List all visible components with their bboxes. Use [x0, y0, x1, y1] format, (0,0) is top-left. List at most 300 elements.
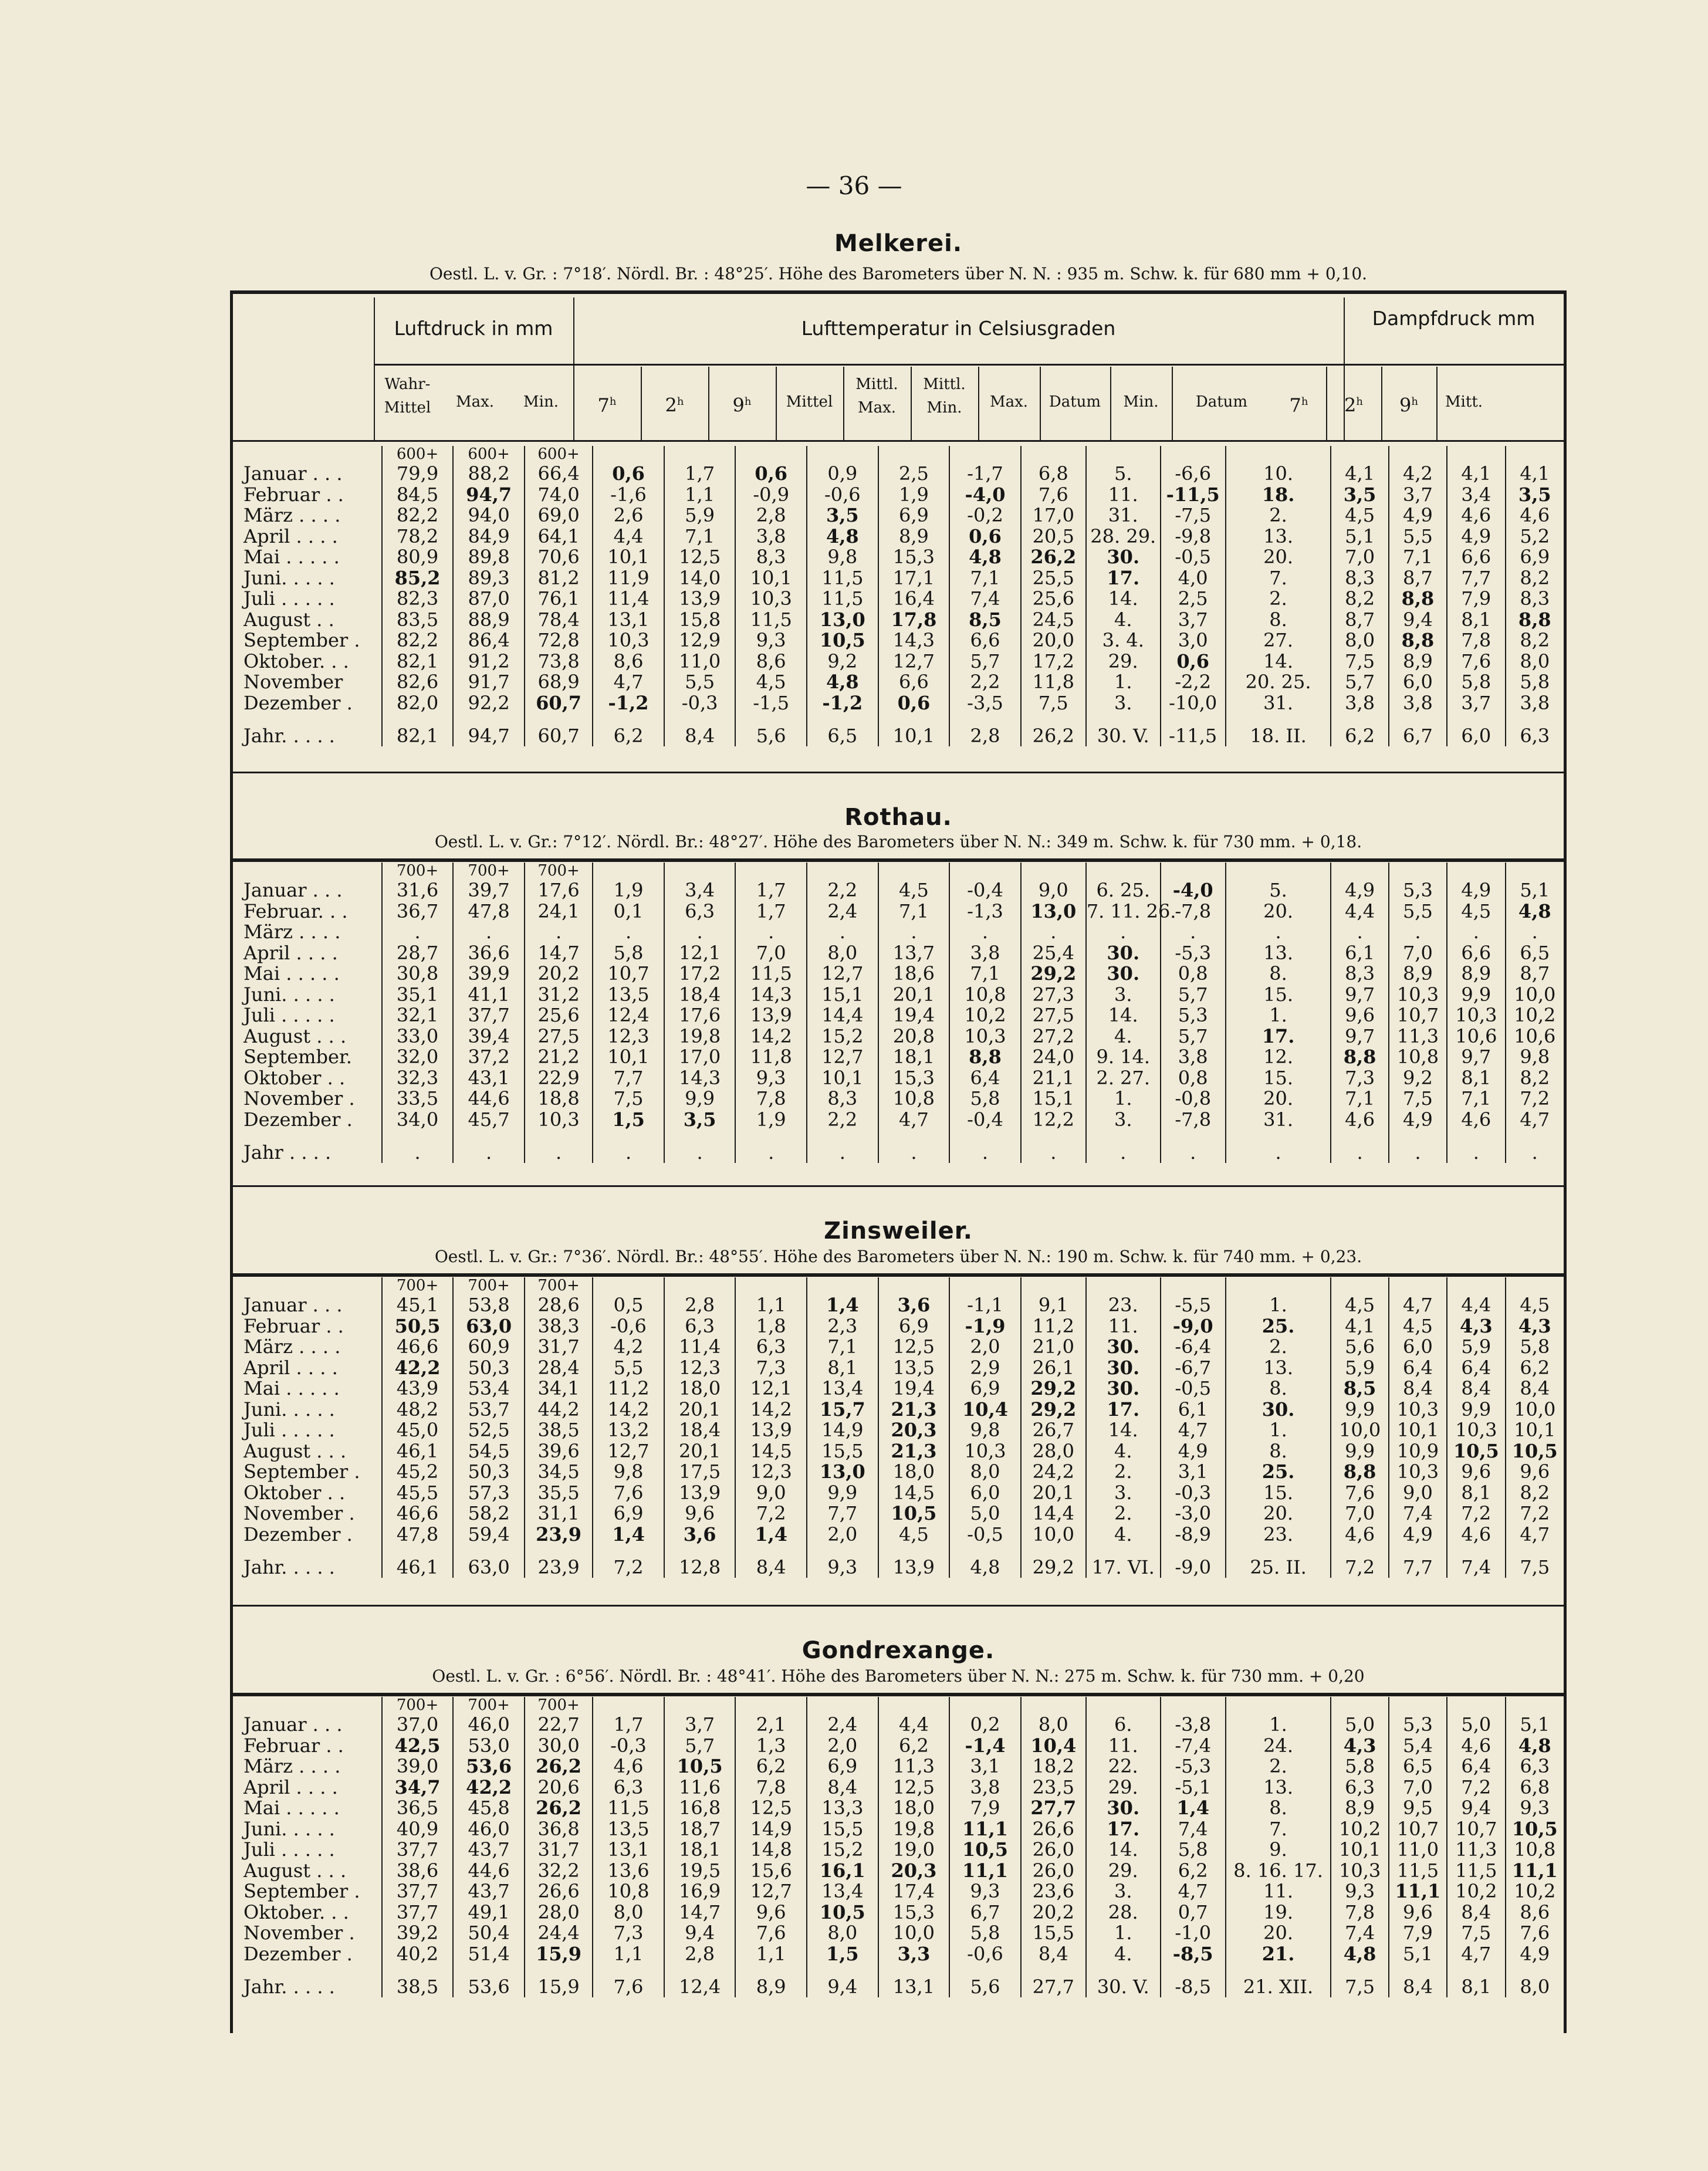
station-info: Oestl. L. v. Gr. : 7°18′. Nördl. Br. : 48°25′. Höhe des Barometers über N. N. : 935 m. Schw. k. für 680 mm + 0,10. [429, 264, 1368, 283]
value-cell: 9,6 [1331, 1005, 1388, 1026]
value-cell: 8,6 [1506, 1902, 1564, 1923]
value-cell: 59,4 [453, 1524, 525, 1546]
value-cell: . [1506, 922, 1564, 943]
value-cell: . [1226, 1130, 1331, 1163]
value-cell: 2. [1226, 589, 1331, 610]
value-cell: 1. [1086, 1923, 1161, 1944]
value-cell: 3,8 [1161, 1047, 1226, 1068]
value-cell: 5,1 [1331, 526, 1388, 547]
value-cell: 46,6 [382, 1503, 454, 1524]
value-cell: 13,0 [807, 1462, 878, 1483]
value-cell: 9,3 [1506, 1798, 1564, 1819]
value-cell: 5,9 [1447, 1337, 1505, 1358]
value-cell: 0,6 [878, 693, 950, 714]
value-cell: 32,3 [382, 1068, 454, 1089]
value-cell: 35,5 [525, 1483, 593, 1504]
value-cell: 13,5 [878, 1358, 950, 1379]
value-cell: 3. [1086, 1483, 1161, 1504]
value-cell: 8,2 [1506, 568, 1564, 589]
value-cell: 2,8 [664, 1944, 736, 1965]
month-row [233, 610, 1564, 631]
month-label: Mai . . . . . [243, 1377, 340, 1400]
value-cell: -0,4 [949, 1110, 1021, 1131]
value-cell: 84,5 [382, 485, 454, 506]
month-label: März . . . . [243, 921, 341, 944]
value-cell: 4. [1086, 1944, 1161, 1965]
month-label: Juni. . . . . [243, 1817, 335, 1840]
value-cell: 6,6 [949, 630, 1021, 651]
value-cell: 14,0 [664, 568, 736, 589]
value-cell: 8,7 [1331, 610, 1388, 631]
value-cell: 24,0 [1021, 1047, 1086, 1068]
value-cell: 17,2 [664, 963, 736, 985]
value-cell: . [525, 922, 593, 943]
value-cell: 10,4 [1021, 1736, 1086, 1757]
value-cell: 4,5 [1331, 505, 1388, 526]
value-cell: 7,5 [593, 1088, 664, 1110]
month-row [233, 1483, 1564, 1504]
value-cell: 8,3 [1331, 963, 1388, 985]
value-cell: 9,0 [1389, 1483, 1447, 1504]
value-cell: 1,7 [735, 901, 807, 922]
value-cell: 12,7 [807, 1047, 878, 1068]
value-cell: 11,3 [1447, 1839, 1505, 1861]
value-cell: 6,0 [1447, 713, 1505, 746]
value-cell: 1,7 [664, 464, 736, 485]
value-cell: 9,0 [735, 1483, 807, 1504]
value-cell: 10,3 [949, 1441, 1021, 1462]
value-cell: 31. [1086, 505, 1161, 526]
value-cell: 28,7 [382, 943, 454, 964]
value-cell: 28,4 [525, 1358, 593, 1379]
value-cell: 4,6 [1447, 1524, 1505, 1546]
month-label: Mai . . . . . [243, 546, 340, 569]
value-cell: 4,5 [1447, 901, 1505, 922]
value-cell: 4,9 [1447, 880, 1505, 901]
value-cell: 31. [1226, 693, 1331, 714]
value-cell: 10,3 [1389, 985, 1447, 1006]
value-cell: 10,6 [1447, 1026, 1505, 1047]
month-label: Juli . . . . . [243, 587, 335, 610]
value-cell: 13,1 [593, 1839, 664, 1861]
value-cell: 6,3 [1506, 713, 1564, 746]
value-cell: 5,0 [1331, 1715, 1388, 1736]
value-cell: 86,4 [453, 630, 525, 651]
value-cell: 9,1 [1021, 1295, 1086, 1316]
value-cell: 6,1 [1161, 1399, 1226, 1421]
value-cell: . [453, 922, 525, 943]
month-label: Februar . . [243, 483, 344, 506]
value-cell: 5,7 [1161, 985, 1226, 1006]
value-cell: 2,8 [949, 713, 1021, 746]
value-cell: 36,5 [382, 1798, 454, 1819]
value-cell: 10,5 [1447, 1441, 1505, 1462]
month-row [233, 1923, 1564, 1944]
value-cell: 0,1 [593, 901, 664, 922]
value-cell: 45,1 [382, 1295, 454, 1316]
value-cell: 1,4 [593, 1524, 664, 1546]
value-cell: 8,1 [1447, 1483, 1505, 1504]
value-cell: 26,7 [1021, 1420, 1086, 1441]
month-label: Januar . . . [243, 1294, 343, 1317]
value-cell: 82,2 [382, 505, 454, 526]
value-cell: 27,2 [1021, 1026, 1086, 1047]
value-cell: 7,5 [1447, 1923, 1505, 1944]
value-cell: 4,1 [1447, 464, 1505, 485]
value-cell: 26,1 [1021, 1358, 1086, 1379]
value-cell: . [949, 1130, 1021, 1163]
value-cell: 13. [1226, 943, 1331, 964]
value-cell: 17. [1086, 568, 1161, 589]
value-cell: 11,8 [1021, 672, 1086, 693]
value-cell: 10,8 [1389, 1047, 1447, 1068]
value-cell: 30. [1086, 1358, 1161, 1379]
value-cell: 9,4 [1389, 610, 1447, 631]
pressure-base: 700+ [453, 1277, 525, 1295]
month-row [233, 943, 1564, 964]
value-cell: 23,9 [525, 1545, 593, 1578]
value-cell: 8,9 [1389, 651, 1447, 672]
value-cell: 10,8 [878, 1088, 950, 1110]
column-label: Max. [989, 393, 1029, 411]
value-cell: 38,5 [525, 1420, 593, 1441]
value-cell: 6. [1086, 1715, 1161, 1736]
value-cell: 22,9 [525, 1068, 593, 1089]
value-cell: -0,2 [949, 505, 1021, 526]
value-cell: 12,4 [664, 1964, 736, 1997]
value-cell: 10,3 [1447, 1420, 1505, 1441]
value-cell: -5,1 [1161, 1777, 1226, 1798]
value-cell: 5,0 [1447, 1715, 1505, 1736]
value-cell: -3,0 [1161, 1503, 1226, 1524]
value-cell: 36,6 [453, 943, 525, 964]
value-cell: 47,8 [453, 901, 525, 922]
month-row [233, 589, 1564, 610]
value-cell: 43,7 [453, 1881, 525, 1902]
value-cell: 9,8 [1506, 1047, 1564, 1068]
value-cell: 8. [1226, 963, 1331, 985]
value-cell: 14,5 [735, 1441, 807, 1462]
value-cell: . [453, 1130, 525, 1163]
value-cell: 13,9 [664, 1483, 736, 1504]
month-row [233, 651, 1564, 672]
value-cell: 17,2 [1021, 651, 1086, 672]
value-cell: 8,8 [1506, 610, 1564, 631]
value-cell: 37,2 [453, 1047, 525, 1068]
value-cell: 3,6 [664, 1524, 736, 1546]
value-cell: 12,3 [735, 1462, 807, 1483]
value-cell: 5,7 [664, 1736, 736, 1757]
value-cell: 4,1 [1331, 1316, 1388, 1337]
value-cell: 43,7 [453, 1839, 525, 1861]
value-cell: 3,7 [1389, 485, 1447, 506]
month-row [233, 693, 1564, 714]
column-label: 2$^h$ [1344, 394, 1363, 417]
value-cell: 5,5 [1389, 526, 1447, 547]
value-cell: -0,5 [1161, 1378, 1226, 1399]
value-cell: 10,3 [1331, 1861, 1388, 1882]
value-cell: 18,6 [878, 963, 950, 985]
month-row [233, 1881, 1564, 1902]
value-cell: 15,6 [735, 1861, 807, 1882]
value-cell: 7,6 [593, 1964, 664, 1997]
month-label: August . . . [243, 1859, 347, 1882]
value-cell: 4,6 [1331, 1524, 1388, 1546]
value-cell: 83,5 [382, 610, 454, 631]
value-cell: 6,3 [664, 1316, 736, 1337]
value-cell: 1,5 [807, 1944, 878, 1965]
value-cell: 41,1 [453, 985, 525, 1006]
value-cell: 9,9 [1447, 985, 1505, 1006]
value-cell: 4,0 [1161, 568, 1226, 589]
value-cell: 13,4 [807, 1881, 878, 1902]
value-cell: 2. 27. [1086, 1068, 1161, 1089]
value-cell: 5,1 [1506, 1715, 1564, 1736]
value-cell: 20,3 [878, 1420, 950, 1441]
value-cell: 8,7 [1389, 568, 1447, 589]
value-cell: 5. [1086, 464, 1161, 485]
value-cell: 15,2 [807, 1839, 878, 1861]
pressure-base: 700+ [453, 863, 525, 880]
value-cell: 7,2 [593, 1545, 664, 1578]
value-cell: 18. II. [1226, 713, 1331, 746]
value-cell: 7,4 [1389, 1503, 1447, 1524]
value-cell: 2,2 [807, 1110, 878, 1131]
value-cell: 8,2 [1506, 630, 1564, 651]
value-cell: 31,7 [525, 1839, 593, 1861]
month-label: Februar . . [243, 1314, 344, 1337]
value-cell: 36,7 [382, 901, 454, 922]
value-cell: -0,4 [949, 880, 1021, 901]
value-cell: 7,1 [807, 1337, 878, 1358]
column-label: 7$^h$ [1289, 394, 1308, 417]
value-cell: 76,1 [525, 589, 593, 610]
value-cell: 11,5 [807, 589, 878, 610]
value-cell: 17,6 [664, 1005, 736, 1026]
value-cell: 27. [1226, 630, 1331, 651]
value-cell: 4,4 [878, 1715, 950, 1736]
value-cell: 11,2 [593, 1378, 664, 1399]
value-cell: . [664, 1130, 736, 1163]
year-row [233, 713, 1564, 746]
value-cell: 15,3 [878, 547, 950, 568]
value-cell: 15. [1226, 1068, 1331, 1089]
value-cell: 34,0 [382, 1110, 454, 1131]
value-cell: -1,9 [949, 1316, 1021, 1337]
value-cell: 82,2 [382, 630, 454, 651]
value-cell: -1,3 [949, 901, 1021, 922]
value-cell: 39,4 [453, 1026, 525, 1047]
value-cell: 6,6 [1447, 547, 1505, 568]
value-cell: 17. VI. [1086, 1545, 1161, 1578]
value-cell: 53,8 [453, 1295, 525, 1316]
value-cell: 15. [1226, 1483, 1331, 1504]
value-cell: 7,5 [1506, 1545, 1564, 1578]
value-cell: -10,0 [1161, 693, 1226, 714]
month-row [233, 1861, 1564, 1882]
month-label: März . . . . [243, 504, 341, 527]
value-cell: 53,7 [453, 1399, 525, 1421]
value-cell: 6,2 [593, 713, 664, 746]
value-cell: 29,2 [1021, 963, 1086, 985]
value-cell: 4,2 [1389, 464, 1447, 485]
value-cell: -0,6 [807, 485, 878, 506]
value-cell: 6,9 [807, 1756, 878, 1777]
value-cell: 9,7 [1331, 985, 1388, 1006]
value-cell: . [1331, 922, 1388, 943]
value-cell: 10,3 [949, 1026, 1021, 1047]
value-cell: 13,4 [807, 1378, 878, 1399]
value-cell: 11,9 [593, 568, 664, 589]
month-label: August . . . [243, 1024, 347, 1047]
value-cell: 1,1 [735, 1944, 807, 1965]
value-cell: 5,8 [1447, 672, 1505, 693]
value-cell: 37,7 [382, 1839, 454, 1861]
value-cell: -0,6 [593, 1316, 664, 1337]
station-title: Zinsweiler. [824, 1218, 973, 1245]
value-cell: 10,1 [1506, 1420, 1564, 1441]
value-cell: 6,7 [949, 1902, 1021, 1923]
value-cell: 4,7 [878, 1110, 950, 1131]
value-cell: 10,6 [1506, 1026, 1564, 1047]
value-cell: 8,3 [1331, 568, 1388, 589]
value-cell: 11,3 [878, 1756, 950, 1777]
value-cell: -0,5 [1161, 547, 1226, 568]
value-cell: 5,8 [1506, 672, 1564, 693]
value-cell: 6,0 [949, 1483, 1021, 1504]
value-cell: 28,6 [525, 1295, 593, 1316]
value-cell: 11. [1086, 1316, 1161, 1337]
value-cell: 10,1 [807, 1068, 878, 1089]
value-cell: 60,7 [525, 693, 593, 714]
value-cell: 23,9 [525, 1524, 593, 1546]
value-cell: 14. [1086, 1839, 1161, 1861]
value-cell: -2,2 [1161, 672, 1226, 693]
value-cell: 11,2 [1021, 1316, 1086, 1337]
column-label: Max. [455, 393, 495, 411]
value-cell: 8. [1226, 610, 1331, 631]
value-cell: -3,5 [949, 693, 1021, 714]
value-cell: 3. [1086, 1881, 1161, 1902]
table-frame [230, 290, 1567, 2033]
value-cell: 21,1 [1021, 1068, 1086, 1089]
value-cell: -9,0 [1161, 1316, 1226, 1337]
value-cell: 26,2 [525, 1798, 593, 1819]
value-cell: 3. [1086, 693, 1161, 714]
value-cell: 23,5 [1021, 1777, 1086, 1798]
value-cell: 7,0 [1331, 547, 1388, 568]
month-label: Mai . . . . . [243, 962, 340, 985]
column-label: Mitt. [1445, 393, 1483, 411]
value-cell: 7,5 [1331, 651, 1388, 672]
value-cell: 4,7 [593, 672, 664, 693]
value-cell: 7,2 [735, 1503, 807, 1524]
value-cell: 0,8 [1161, 1068, 1226, 1089]
value-cell: 8,4 [1389, 1964, 1447, 1997]
value-cell: 8,4 [1021, 1944, 1086, 1965]
year-row [233, 1964, 1564, 1997]
value-cell: 53,6 [453, 1756, 525, 1777]
value-cell: . [1389, 1130, 1447, 1163]
value-cell: 14. [1086, 589, 1161, 610]
value-cell: 9,3 [735, 1068, 807, 1089]
value-cell: 52,5 [453, 1420, 525, 1441]
month-label: Dezember . [243, 1108, 353, 1131]
value-cell: 26,0 [1021, 1839, 1086, 1861]
value-cell: 14,3 [664, 1068, 736, 1089]
pressure-base: 600+ [453, 446, 525, 464]
value-cell: 2,5 [1161, 589, 1226, 610]
value-cell: 1,7 [593, 1715, 664, 1736]
month-label: November [243, 671, 343, 694]
value-cell: 12,7 [878, 651, 950, 672]
value-cell: 7,5 [1331, 1964, 1388, 1997]
value-cell: 2. [1226, 1337, 1331, 1358]
value-cell: 38,3 [525, 1316, 593, 1337]
value-cell: 27,5 [1021, 1005, 1086, 1026]
station-info: Oestl. L. v. Gr. : 6°56′. Nördl. Br. : 48°41′. Höhe des Barometers über N. N.: 275 m. Schw. k. für 730 mm. + 0,20 [432, 1666, 1365, 1686]
value-cell: 89,8 [453, 547, 525, 568]
value-cell: 8,4 [735, 1545, 807, 1578]
value-cell: 14,4 [1021, 1503, 1086, 1524]
value-cell: 78,4 [525, 610, 593, 631]
value-cell: 4,9 [1331, 880, 1388, 901]
value-cell: 47,8 [382, 1524, 454, 1546]
month-label: Juli . . . . . [243, 1838, 335, 1861]
value-cell: 6,5 [1506, 943, 1564, 964]
value-cell: 8. [1226, 1798, 1331, 1819]
month-row [233, 485, 1564, 506]
column-label: Datum [1049, 393, 1101, 411]
value-cell: 8,0 [807, 943, 878, 964]
value-cell: 20,8 [878, 1026, 950, 1047]
value-cell: 79,9 [382, 464, 454, 485]
value-cell: 11,4 [593, 589, 664, 610]
value-cell: 10,7 [1447, 1819, 1505, 1840]
value-cell: 28,0 [1021, 1441, 1086, 1462]
value-cell: 10,3 [593, 630, 664, 651]
value-cell: 9,2 [1389, 1068, 1447, 1089]
value-cell: 9,4 [664, 1923, 736, 1944]
value-cell: 6,9 [949, 1378, 1021, 1399]
month-row [233, 1819, 1564, 1840]
value-cell: 40,9 [382, 1819, 454, 1840]
value-cell: 1,4 [1161, 1798, 1226, 1819]
value-cell: 4,9 [1389, 505, 1447, 526]
value-cell: 3,5 [664, 1110, 736, 1131]
value-cell: 11. [1086, 1736, 1161, 1757]
value-cell: 94,7 [453, 713, 525, 746]
value-cell: 8,8 [1331, 1047, 1388, 1068]
value-cell: 88,9 [453, 610, 525, 631]
value-cell: 7,7 [807, 1503, 878, 1524]
value-cell: 17,8 [878, 610, 950, 631]
value-cell: 18,8 [525, 1088, 593, 1110]
value-cell: 20,1 [664, 1399, 736, 1421]
value-cell: 12,8 [664, 1545, 736, 1578]
value-cell: 1. [1086, 1088, 1161, 1110]
value-cell: 4,5 [878, 1524, 950, 1546]
value-cell: 6,2 [1506, 1358, 1564, 1379]
value-cell: 6,9 [878, 1316, 950, 1337]
value-cell: 39,6 [525, 1441, 593, 1462]
value-cell: 4,5 [878, 880, 950, 901]
value-cell: 4,8 [1506, 1736, 1564, 1757]
value-cell: 14,2 [593, 1399, 664, 1421]
value-cell: 42,2 [453, 1777, 525, 1798]
value-cell: 18,0 [878, 1462, 950, 1483]
value-cell: 1. [1226, 1420, 1331, 1441]
